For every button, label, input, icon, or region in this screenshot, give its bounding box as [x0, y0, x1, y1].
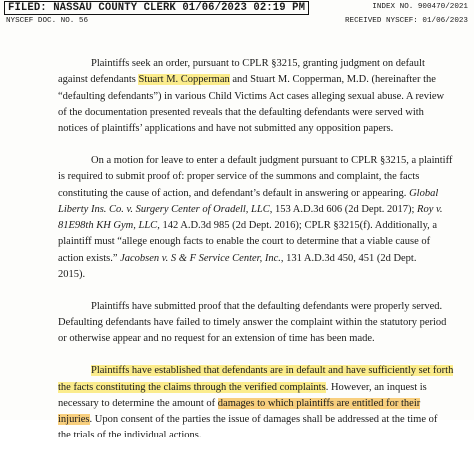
case-citation: Global	[409, 187, 439, 199]
text-line	[58, 363, 454, 379]
text-line: necessary to determine the amount of damages to which plaintiffs are entitled for their	[58, 397, 421, 409]
case-citation: Roy v.	[417, 203, 443, 215]
text-line: notices of plaintiffs’ applications and have not submitted any opposition papers.	[58, 123, 394, 135]
text-line: the facts constituting the claims through the verified complaints. However, an inquest is	[58, 381, 427, 393]
text-line: “defaulting defendants”) in various Child Victims Act cases alleging sexual abuse. A review	[58, 90, 445, 102]
received-date: RECEIVED NYSCEF: 01/06/2023	[344, 17, 468, 25]
text-line: Plaintiffs seek an order, pursuant to CPLR §3215, granting judgment on default	[91, 58, 425, 69]
text-line: of the documentation presented reveals that the defaulting defendants were served with	[58, 106, 424, 118]
highlighted-text: damages to which plaintiffs are entitled for their	[217, 397, 421, 409]
text-line: 2015).	[58, 269, 86, 281]
highlighted-text: the facts constituting the claims through the verified complaints	[58, 381, 326, 393]
text-line: action exists.” Jacobsen v. S & F Service Center, Inc., 131 A.D.3d 450, 451 (2d Dept.	[58, 252, 417, 264]
filing-header	[4, 1, 468, 25]
text-line: 81E98th KH Gym, LLC, 142 A.D.3d 985 (2d Dept. 2016); CPLR §3215(f). Additionally, a	[58, 220, 438, 232]
case-citation: Liberty Ins. Co. v. Surgery Center of Oradell, LLC	[58, 203, 270, 215]
text-line-partially-visible: the trials of the individual actions.	[58, 430, 202, 438]
text-line: On a motion for leave to enter a default judgment pursuant to CPLR §3215, a plaintiff	[91, 154, 453, 166]
paragraph-motion-summary	[58, 56, 446, 137]
paragraph-legal-standard	[58, 153, 453, 283]
text-line: constituting the cause of action, and defendant’s default in answering or appearing. Global	[58, 187, 439, 199]
filed-stamp: FILED: NASSAU COUNTY CLERK 01/06/2023 02:19 PM	[4, 1, 309, 15]
index-number: INDEX NO. 900470/2021	[372, 3, 468, 11]
highlighted-text: Plaintiffs have established that defendants are in default and have sufficiently set forth	[91, 365, 454, 377]
text-line: plaintiff must “allege enough facts to enable the court to determine that a viable cause of	[58, 236, 431, 248]
text-line: Liberty Ins. Co. v. Surgery Center of Oradell, LLC, 153 A.D.3d 606 (2d Dept. 2017); Roy v.	[58, 203, 443, 215]
highlighted-defendant-name: Stuart M. Copperman	[138, 74, 230, 86]
text-line: is required to submit proof of: proper service of the summons and complaint, the facts	[58, 171, 420, 183]
order-body	[58, 56, 454, 453]
text-line: Plaintiffs have submitted proof that the defaulting defendants were properly served.	[91, 300, 443, 312]
text-line: injuries. Upon consent of the parties the issue of damages shall be addressed at the time of	[58, 414, 438, 426]
highlighted-text: injuries	[58, 414, 90, 426]
case-citation: 81E98th KH Gym, LLC	[58, 220, 158, 232]
text-line: or otherwise appear and no request for an extension of time has been made.	[58, 333, 375, 345]
text-line: against defendants Stuart M. Copperman and Stuart M. Copperman, M.D. (hereinafter the	[58, 74, 436, 86]
paragraph-service-proof	[58, 299, 446, 348]
text-line: Defaulting defendants have failed to timely answer the complaint within the statutory period	[58, 317, 447, 329]
nyscef-doc-number: NYSCEF DOC. NO. 56	[6, 17, 89, 25]
case-citation: Jacobsen v. S & F Service Center, Inc.	[120, 252, 281, 264]
paragraph-inquest	[58, 363, 454, 438]
